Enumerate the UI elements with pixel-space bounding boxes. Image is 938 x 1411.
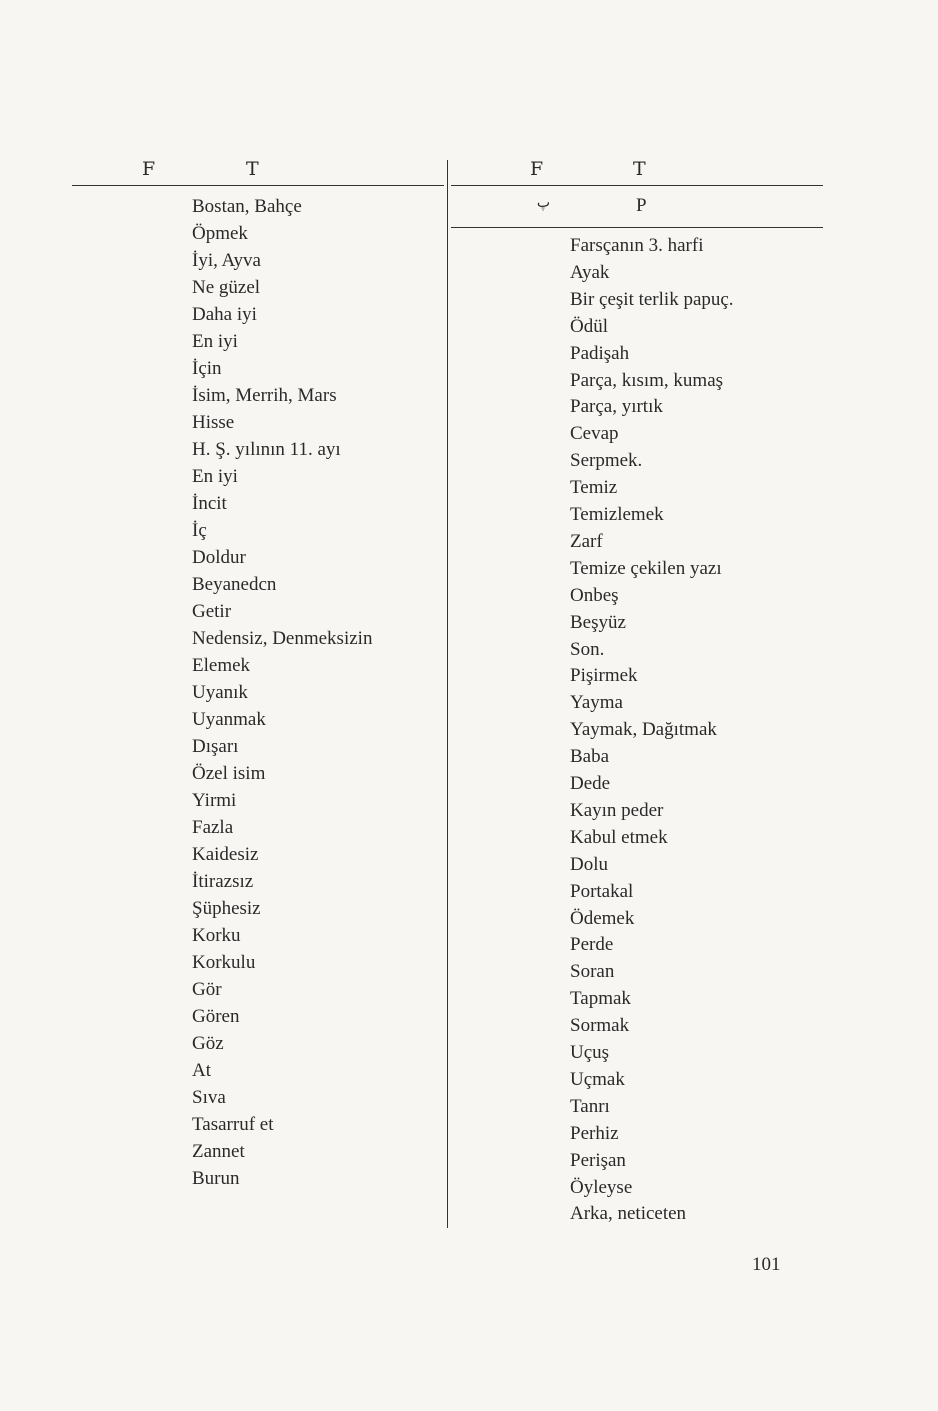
entry-turkish-meaning: Ödül [570, 315, 608, 337]
entry-turkish-meaning: Bostan, Bahçe [192, 196, 302, 217]
entry-turkish-meaning: Gören [192, 1006, 240, 1027]
entry-turkish-meaning: Sıva [192, 1087, 226, 1108]
entry-turkish-meaning: Baba [570, 746, 610, 768]
section-heading-label: P [636, 195, 647, 216]
entry-turkish-meaning: Perde [570, 934, 614, 956]
entry-turkish-meaning: Getir [192, 601, 232, 622]
entry-turkish-meaning: Yaymak, Dağıtmak [570, 719, 717, 741]
right-header-t: T [633, 158, 647, 180]
entry-turkish-meaning: İyi, Ayva [192, 250, 261, 271]
entry-turkish-meaning: Kabul etmek [570, 826, 668, 848]
entry-turkish-meaning: Nedensiz, Denmeksizin [192, 628, 373, 649]
entry-turkish-meaning: Burun [192, 1168, 240, 1189]
entry-turkish-meaning: En iyi [192, 331, 238, 352]
entry-turkish-meaning: Yayma [570, 692, 623, 714]
section-rule [451, 227, 823, 228]
entry-turkish-meaning: Soran [570, 961, 615, 983]
entry-turkish-meaning: Cevap [570, 423, 619, 445]
entry-turkish-meaning: Uçmak [570, 1068, 625, 1090]
entry-turkish-meaning: Beşyüz [570, 611, 626, 633]
entry-turkish-meaning: İtirazsız [192, 871, 254, 892]
entry-turkish-meaning: Temizlemek [570, 504, 664, 525]
entry-turkish-meaning: İçin [192, 358, 222, 379]
entry-turkish-meaning: Perişan [570, 1149, 626, 1171]
column-divider [447, 160, 448, 1228]
entry-turkish-meaning: Temiz [570, 477, 618, 499]
entry-turkish-meaning: Beyanedcn [192, 574, 277, 595]
entry-turkish-meaning: Arka, neticeten [570, 1203, 687, 1225]
entry-turkish-meaning: Onbeş [570, 584, 619, 606]
entry-turkish-meaning: Farsçanın 3. harfi [570, 235, 704, 256]
entry-turkish-meaning: Zannet [192, 1141, 245, 1162]
entry-turkish-meaning: Uyanmak [192, 709, 266, 730]
entry-turkish-meaning: Ayak [570, 261, 610, 283]
right-header-rule [451, 185, 823, 186]
entry-turkish-meaning: Uçuş [570, 1042, 610, 1063]
entry-turkish-meaning: Pişirmek [570, 665, 638, 687]
entry-turkish-meaning: H. Ş. yılının 11. ayı [192, 439, 341, 460]
entry-turkish-meaning: İç [192, 520, 207, 541]
entry-turkish-meaning: Parça, yırtık [570, 396, 663, 418]
entry-turkish-meaning: Perhiz [570, 1122, 619, 1144]
entry-turkish-meaning: Yirmi [192, 790, 237, 811]
entry-turkish-meaning: İncit [192, 493, 227, 514]
entry-turkish-meaning: Son. [570, 638, 605, 660]
entry-turkish-meaning: Şüphesiz [192, 898, 261, 919]
entry-turkish-meaning: Daha iyi [192, 304, 257, 325]
entry-turkish-meaning: Göz [192, 1033, 224, 1054]
entry-turkish-meaning: Serpmek. [570, 450, 643, 472]
entry-turkish-meaning: Tasarruf et [192, 1114, 274, 1135]
entry-turkish-meaning: Parça, kısım, kumaş [570, 369, 724, 391]
entry-turkish-meaning: İsim, Merrih, Mars [192, 385, 337, 406]
entry-turkish-meaning: Gör [192, 979, 222, 1000]
entry-turkish-meaning: Bir çeşit terlik papuç. [570, 288, 734, 310]
entry-turkish-meaning: En iyi [192, 466, 238, 487]
entry-turkish-meaning: Dolu [570, 853, 608, 875]
entry-turkish-meaning: Tapmak [570, 988, 631, 1010]
entry-turkish-meaning: Özel isim [192, 763, 266, 784]
entry-turkish-meaning: Tanrı [570, 1095, 610, 1117]
entry-turkish-meaning: Kaidesiz [192, 844, 259, 865]
section-heading-fa: پ [536, 195, 550, 211]
left-header-rule [72, 185, 444, 186]
entry-turkish-meaning: Temize çekilen yazı [570, 557, 722, 579]
entry-turkish-meaning: Zarf [570, 530, 603, 552]
entry-turkish-meaning: Ödemek [570, 907, 635, 929]
entry-turkish-meaning: Öpmek [192, 223, 248, 244]
entry-turkish-meaning: Portakal [570, 880, 634, 902]
entry-turkish-meaning: Korkulu [192, 952, 256, 973]
entry-turkish-meaning: Sormak [570, 1015, 630, 1037]
entry-turkish-meaning: Elemek [192, 655, 251, 676]
entry-turkish-meaning: Korku [192, 925, 241, 946]
left-header-t: T [246, 158, 260, 180]
entry-turkish-meaning: Doldur [192, 547, 246, 568]
entry-turkish-meaning: Ne güzel [192, 277, 261, 298]
entry-turkish-meaning: At [192, 1060, 211, 1081]
left-header-f: F [142, 158, 157, 180]
entry-turkish-meaning: Dışarı [192, 736, 239, 757]
entry-turkish-meaning: Öyleyse [570, 1176, 633, 1198]
entry-turkish-meaning: Uyanık [192, 682, 248, 703]
entry-turkish-meaning: Hisse [192, 412, 235, 433]
entry-turkish-meaning: Fazla [192, 817, 234, 838]
entry-turkish-meaning: Kayın peder [570, 799, 664, 821]
entry-turkish-meaning: Dede [570, 773, 611, 794]
right-header-f: F [530, 158, 545, 180]
page-number: 101 [752, 1254, 781, 1275]
entry-turkish-meaning: Padişah [570, 342, 630, 364]
